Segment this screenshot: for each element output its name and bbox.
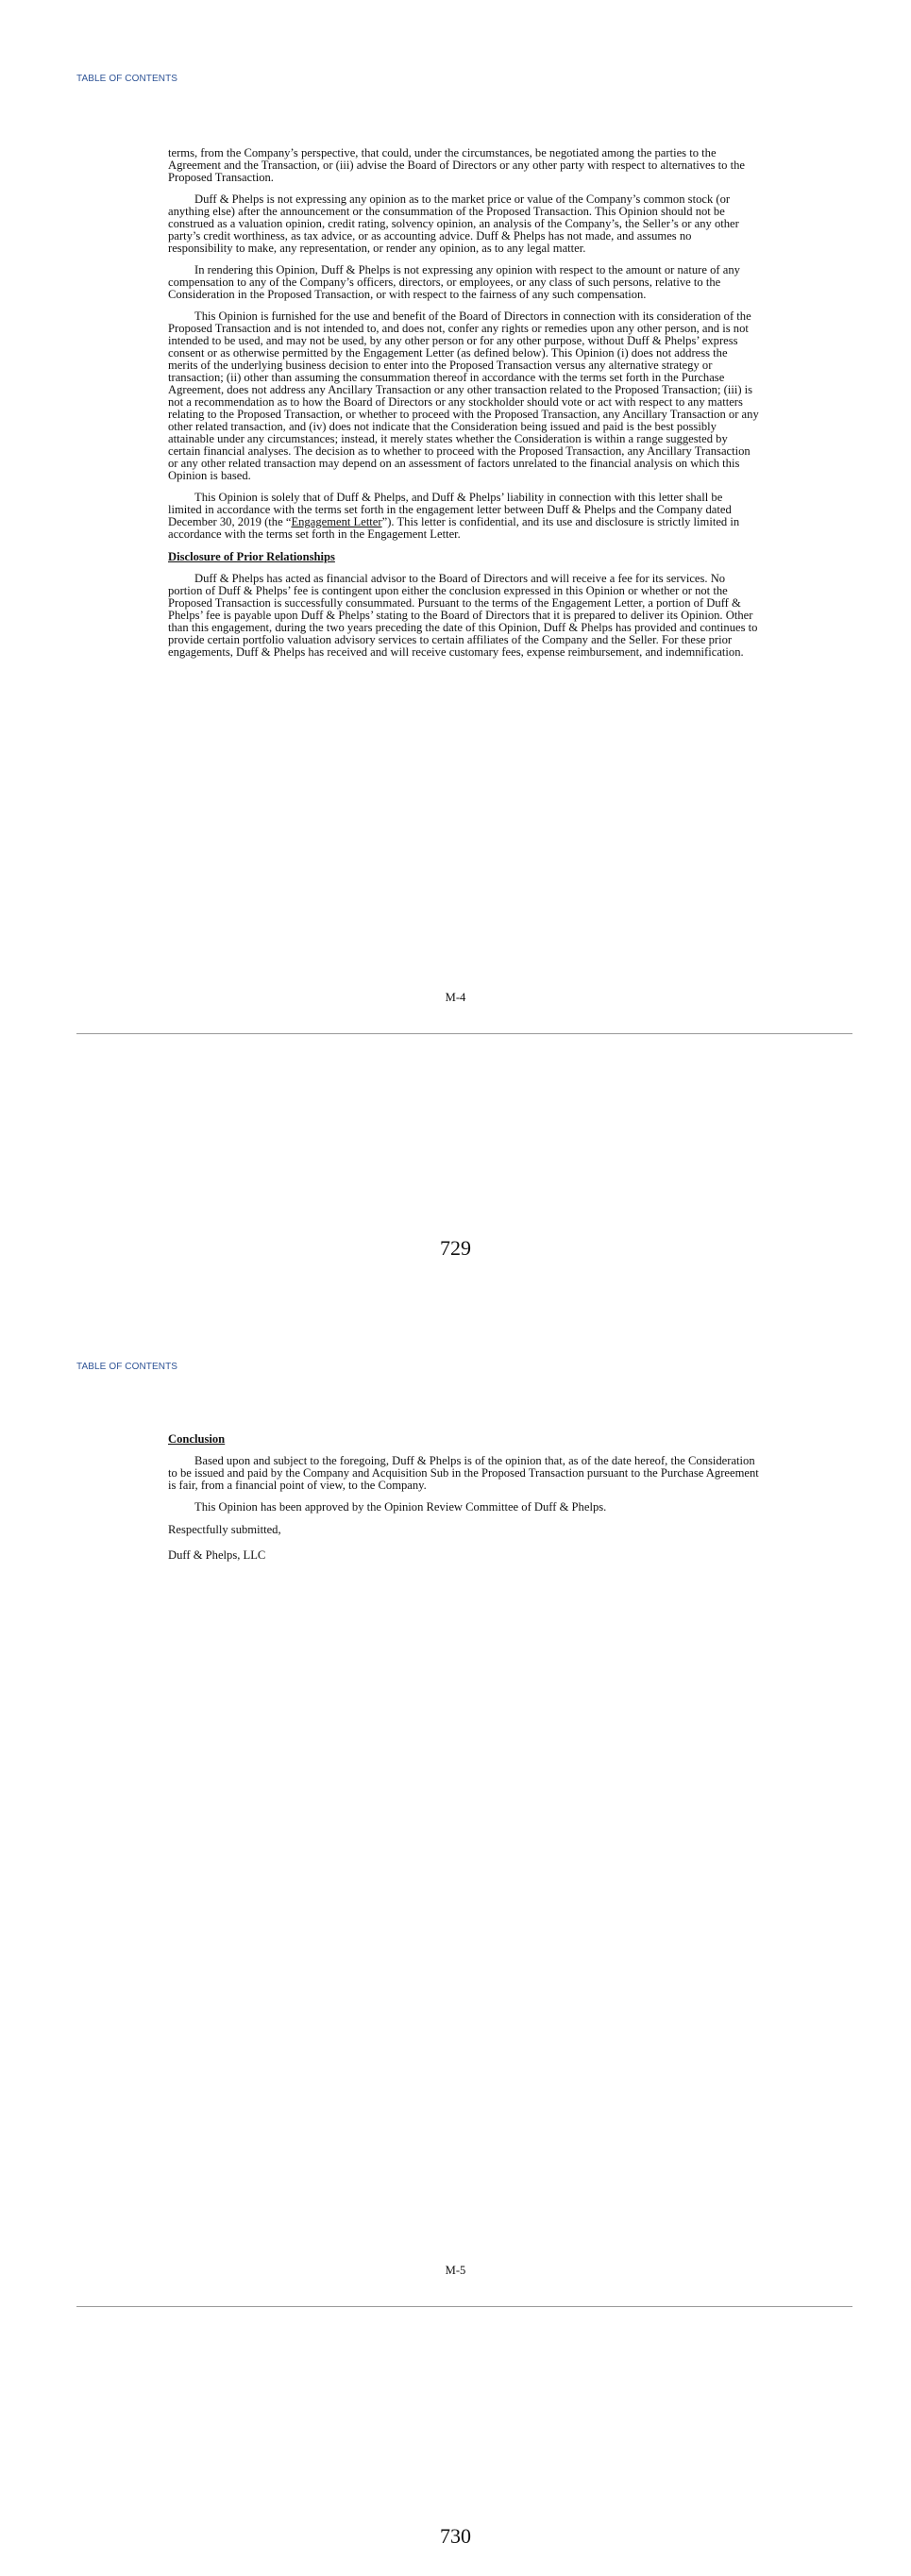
paragraph-compensation: In rendering this Opinion, Duff & Phelps is not expressing any opinion with respect to the amount or nature of any compensation to any of the Company’s officers, directors, or employees, or any class of such persons, relative to the Consideration in the Proposed Transaction, or with respect to the fairness of any such compensation. — [168, 263, 740, 301]
section-heading-prior-relationships: Disclosure of Prior Relationships — [168, 550, 335, 563]
page-footer-m4: M-4 — [445, 991, 466, 1004]
table-of-contents-link[interactable]: TABLE OF CONTENTS — [76, 74, 178, 84]
engagement-letter-term: Engagement Letter — [291, 515, 382, 528]
section-heading-conclusion: Conclusion — [168, 1432, 226, 1446]
paragraph-conclusion: Based upon and subject to the foregoing, Duff & Phelps is of the opinion that, as of the date hereof, the Consideration to be issued and paid by the Company and Acquisition Sub in the Proposed Transaction pursuant to the Purchase Agreement is fair, from a financial point of view, to the Company. — [168, 1454, 759, 1492]
page-divider — [76, 1033, 852, 1034]
closing-salutation: Respectfully submitted, — [168, 1523, 281, 1536]
table-of-contents-link[interactable]: TABLE OF CONTENTS — [76, 1362, 178, 1372]
page-m4-body — [168, 147, 759, 659]
page-footer-m5: M-5 — [445, 2264, 466, 2277]
paragraph-financial-advisor: Duff & Phelps has acted as financial advisor to the Board of Directors and will receive a fee for its services. No portion of Duff & Phelps’ fee is contingent upon either the conclusion expressed in this Opinion or whether or not the Proposed Transaction is successfully consummated. Pursuant to the terms of the Engagement Letter, a portion of Duff & Phelps’ fee is payable upon Duff & Phelps’ stating to the Board of Directors that it is prepared to deliver its Opinion. Other than this engagement, during the two years preceding the date of this Opinion, Duff & Phelps has provided and continues to provide certain portfolio valuation advisory services to certain affiliates of the Company and the Seller. For these prior engagements, Duff & Phelps has received and will receive customary fees, expense reimbursement, and indemnification. — [168, 572, 758, 659]
page-number-729: 729 — [440, 1236, 471, 1260]
liability-text-start: This Opinion is solely that of Duff & Phelps, and Duff & Phelps’ liability in connection with this letter shall be limited in accordance with the terms set forth in the engagement letter between Duff & Phelps and the Company dated December 30, 2019 (the “ — [168, 491, 732, 528]
paragraph-approval: This Opinion has been approved by the Opinion Review Committee of Duff & Phelps. — [194, 1500, 607, 1514]
page-m5-body — [168, 1433, 759, 1562]
paragraph-liability — [168, 492, 759, 541]
page-divider — [76, 2306, 852, 2307]
signature-firm-name: Duff & Phelps, LLC — [168, 1548, 266, 1562]
paragraph-use-and-benefit: This Opinion is furnished for the use and benefit of the Board of Directors in connection with its consideration of the Proposed Transaction and is not intended to, and does not, confer any rights or remedies upon any other person, and is not intended to be used, and may not be used, by any other person or for any other purpose, without Duff & Phelps’ express consent or as otherwise permitted by the Engagement Letter (as defined below). This Opinion (i) does not address the merits of the underlying business decision to enter into the Proposed Transaction versus any alternative strategy or transaction; (ii) other than assuming the consummation thereof in accordance with the terms set forth in the Purchase Agreement, does not address any Ancillary Transaction or any other transaction related to the Proposed Transaction; (iii) is not a recommendation as to how the Board of Directors or any stockholder should vote or act with respect to any matters relating to the Proposed Transaction, or whether to proceed with the Proposed Transaction, any Ancillary Transaction or any other related transaction, and (iv) does not indicate that the Consideration being issued and paid is the best possibly attainable under any circumstances; instead, it merely states whether the Consideration is within a range suggested by certain financial analyses. The decision as to whether to proceed with the Proposed Transaction, any Ancillary Transaction or any other related transaction may depend on an assessment of factors unrelated to the financial analysis on which this Opinion is based. — [168, 309, 759, 482]
page-number-730: 730 — [440, 2524, 471, 2548]
paragraph-terms: terms, from the Company’s perspective, that could, under the circumstances, be negotiated among the parties to the Agreement and the Transaction, or (iii) advise the Board of Directors or any other party with respect to alternatives to the Proposed Transaction. — [168, 146, 745, 184]
liability-text-end: ”). This letter is confidential, and its use and disclosure is strictly limited in accordance with the terms set forth in the Engagement Letter. — [168, 515, 740, 541]
paragraph-market-price: Duff & Phelps is not expressing any opinion as to the market price or value of the Company’s common stock (or anything else) after the announcement or the consummation of the Proposed Transaction. This Opinion should not be construed as a valuation opinion, credit rating, solvency opinion, an analysis of the Company’s, the Seller’s or any other party’s credit worthiness, as tax advice, or as accounting advice. Duff & Phelps has not made, and assumes no responsibility to make, any representation, or render any opinion, as to any legal matter. — [168, 192, 739, 255]
